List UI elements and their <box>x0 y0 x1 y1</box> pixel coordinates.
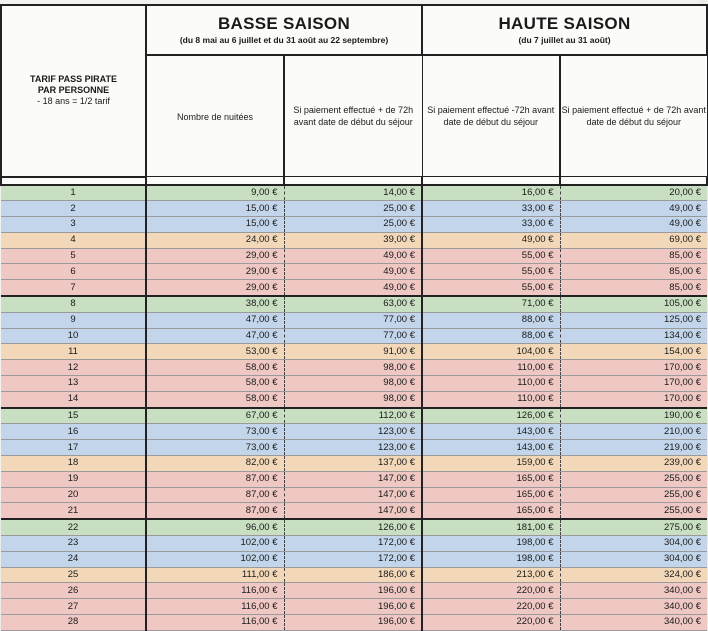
tarif-info <box>2 74 145 107</box>
basse-plus-72h-price: 29,00 € <box>146 264 284 280</box>
haute-minus-72h-price: 304,00 € <box>560 551 707 567</box>
nights-cell: 21 <box>1 503 146 519</box>
table-row <box>1 487 707 503</box>
haute-plus-72h-price: 220,00 € <box>422 615 560 631</box>
basse-plus-72h-price: 82,00 € <box>146 456 284 472</box>
basse-saison-header <box>146 5 422 55</box>
haute-minus-72h-price: 85,00 € <box>560 264 707 280</box>
basse-minus-72h-price: 123,00 € <box>284 440 422 456</box>
basse-minus-72h-price: 196,00 € <box>284 583 422 599</box>
table-row <box>1 376 707 392</box>
header-spacer <box>1 177 707 185</box>
nuitees-label: Nombre de nuitées <box>176 112 254 122</box>
haute-minus-72h-price: 154,00 € <box>560 344 707 360</box>
haute-minus-72h-price: 49,00 € <box>560 201 707 217</box>
basse-minus-72h-price: 186,00 € <box>284 567 422 583</box>
haute-minus-72h-price: 255,00 € <box>560 487 707 503</box>
nights-cell: 6 <box>1 264 146 280</box>
haute-plus-72h-price: 143,00 € <box>422 424 560 440</box>
haute-plus-72h-price: 71,00 € <box>422 296 560 312</box>
nights-cell: 16 <box>1 424 146 440</box>
table-row <box>1 551 707 567</box>
basse-plus-72h-price: 111,00 € <box>146 567 284 583</box>
nights-cell: 12 <box>1 360 146 376</box>
nights-cell: 18 <box>1 456 146 472</box>
nights-cell: 10 <box>1 328 146 344</box>
basse-plus-72h-price: 116,00 € <box>146 583 284 599</box>
basse-minus-72h-price: 123,00 € <box>284 424 422 440</box>
haute-minus-72h-price: 20,00 € <box>560 185 707 201</box>
basse-plus-72h-price: 15,00 € <box>146 217 284 233</box>
haute-saison-title: HAUTE SAISON <box>498 14 631 33</box>
table-row <box>1 264 707 280</box>
basse-plus-72h-price: 58,00 € <box>146 376 284 392</box>
basse-plus-72h-price: 53,00 € <box>146 344 284 360</box>
basse-plus-72h-price: 15,00 € <box>146 201 284 217</box>
basse-plus-72h-price: 87,00 € <box>146 487 284 503</box>
haute-plus-72h-price: 104,00 € <box>422 344 560 360</box>
haute-minus-72h-price: 49,00 € <box>560 217 707 233</box>
table-row <box>1 185 707 201</box>
haute-plus-72h-price: 88,00 € <box>422 312 560 328</box>
table-row <box>1 440 707 456</box>
haute-plus-72h-price: 220,00 € <box>422 599 560 615</box>
basse-minus-72h-price: 91,00 € <box>284 344 422 360</box>
table-row <box>1 217 707 233</box>
haute-plus-72h-price: 33,00 € <box>422 201 560 217</box>
basse-plus-72h-price: 67,00 € <box>146 408 284 424</box>
basse-minus-72h-price: 147,00 € <box>284 487 422 503</box>
haute-plus-72h-price: 110,00 € <box>422 376 560 392</box>
haute-plus-72h-price: 88,00 € <box>422 328 560 344</box>
basse-minus-72h-price: 77,00 € <box>284 328 422 344</box>
haute-saison-dates: (du 7 juillet au 31 août) <box>518 35 611 45</box>
table-row <box>1 536 707 552</box>
haute-plus-72h-label: Si paiement effectué + de 72h avant date de début du séjour <box>561 105 706 127</box>
basse-plus-72h-price: 87,00 € <box>146 503 284 519</box>
haute-minus-72h-price: 134,00 € <box>560 328 707 344</box>
basse-minus-72h-price: 172,00 € <box>284 536 422 552</box>
nights-cell: 27 <box>1 599 146 615</box>
haute-minus-72h-price: 340,00 € <box>560 583 707 599</box>
haute-minus-72h-price: 170,00 € <box>560 376 707 392</box>
basse-plus-72h-price: 96,00 € <box>146 519 284 535</box>
haute-plus-72h-price: 165,00 € <box>422 471 560 487</box>
basse-minus-72h-price: 98,00 € <box>284 391 422 407</box>
basse-plus-72h-price: 38,00 € <box>146 296 284 312</box>
haute-minus-72h-price: 304,00 € <box>560 536 707 552</box>
basse-plus-72h-price: 73,00 € <box>146 424 284 440</box>
haute-minus-72h-price: 340,00 € <box>560 615 707 631</box>
table-row <box>1 408 707 424</box>
basse-minus-72h-price: 49,00 € <box>284 264 422 280</box>
basse-minus-72h-price: 25,00 € <box>284 201 422 217</box>
nights-cell: 17 <box>1 440 146 456</box>
basse-minus-72h-price: 147,00 € <box>284 471 422 487</box>
basse-plus-72h-price: 29,00 € <box>146 280 284 296</box>
tarif-per-person: PAR PERSONNE <box>37 85 110 96</box>
basse-saison-dates: (du 8 mai au 6 juillet et du 31 août au 22 septembre) <box>179 35 389 45</box>
haute-minus-72h-price: 105,00 € <box>560 296 707 312</box>
table-row <box>1 344 707 360</box>
nights-cell: 9 <box>1 312 146 328</box>
haute-plus-72h-price: 159,00 € <box>422 456 560 472</box>
table-row <box>1 424 707 440</box>
haute-minus-72h-price: 275,00 € <box>560 519 707 535</box>
haute-plus-72h-price: 220,00 € <box>422 583 560 599</box>
basse-plus-72h-price: 116,00 € <box>146 599 284 615</box>
nights-cell: 23 <box>1 536 146 552</box>
basse-minus-72h-price: 39,00 € <box>284 232 422 248</box>
basse-minus-72h-price: 196,00 € <box>284 599 422 615</box>
basse-minus-72h-price: 147,00 € <box>284 503 422 519</box>
haute-plus-72h-price: 165,00 € <box>422 503 560 519</box>
nights-cell: 26 <box>1 583 146 599</box>
haute-plus-72h-price: 198,00 € <box>422 551 560 567</box>
basse-minus-72h-price: 112,00 € <box>284 408 422 424</box>
haute-minus-72h-price: 69,00 € <box>560 232 707 248</box>
haute-plus-72h-price: 181,00 € <box>422 519 560 535</box>
nights-cell: 3 <box>1 217 146 233</box>
nights-cell: 5 <box>1 248 146 264</box>
table-row <box>1 328 707 344</box>
basse-plus-72h-price: 116,00 € <box>146 615 284 631</box>
table-row <box>1 280 707 296</box>
table-row <box>1 567 707 583</box>
haute-minus-72h-price: 190,00 € <box>560 408 707 424</box>
table-row <box>1 391 707 407</box>
basse-plus-72h-price: 102,00 € <box>146 536 284 552</box>
haute-minus-72h-price: 324,00 € <box>560 567 707 583</box>
nights-cell: 7 <box>1 280 146 296</box>
nights-cell: 20 <box>1 487 146 503</box>
haute-plus-72h-price: 33,00 € <box>422 217 560 233</box>
basse-plus-72h-label: Si paiement effectué + de 72h avant date de début du séjour <box>293 105 414 127</box>
nights-cell: 4 <box>1 232 146 248</box>
haute-plus-72h-price: 198,00 € <box>422 536 560 552</box>
basse-plus-72h-price: 73,00 € <box>146 440 284 456</box>
nights-cell: 24 <box>1 551 146 567</box>
basse-minus-72h-price: 63,00 € <box>284 296 422 312</box>
basse-minus-72h-price: 25,00 € <box>284 217 422 233</box>
haute-minus-72h-price: 85,00 € <box>560 248 707 264</box>
haute-minus-72h-price: 125,00 € <box>560 312 707 328</box>
basse-saison-title: BASSE SAISON <box>217 14 351 33</box>
tarif-minors-note: - 18 ans = 1/2 tarif <box>37 96 110 107</box>
nights-cell: 19 <box>1 471 146 487</box>
haute-plus-72h-price: 16,00 € <box>422 185 560 201</box>
haute-minus-72h-price: 255,00 € <box>560 503 707 519</box>
haute-minus-72h-price: 210,00 € <box>560 424 707 440</box>
table-row <box>1 232 707 248</box>
basse-plus-72h-price: 58,00 € <box>146 360 284 376</box>
haute-plus-72h-price: 55,00 € <box>422 280 560 296</box>
nuitees-header <box>146 55 284 177</box>
haute-plus-72h-header <box>560 55 707 177</box>
basse-minus-72h-price: 49,00 € <box>284 280 422 296</box>
haute-minus-72h-price: 340,00 € <box>560 599 707 615</box>
table-row <box>1 360 707 376</box>
table-row <box>1 201 707 217</box>
basse-plus-72h-price: 87,00 € <box>146 471 284 487</box>
nights-cell: 28 <box>1 615 146 631</box>
haute-plus-72h-price: 55,00 € <box>422 264 560 280</box>
table-row <box>1 599 707 615</box>
haute-minus-72h-price: 85,00 € <box>560 280 707 296</box>
basse-minus-72h-price: 49,00 € <box>284 248 422 264</box>
haute-plus-72h-price: 110,00 € <box>422 360 560 376</box>
haute-saison-header <box>422 5 707 55</box>
basse-minus-72h-price: 14,00 € <box>284 185 422 201</box>
table-row <box>1 312 707 328</box>
basse-plus-72h-price: 102,00 € <box>146 551 284 567</box>
basse-plus-72h-price: 24,00 € <box>146 232 284 248</box>
tarif-title: TARIF PASS PIRATE <box>29 74 117 85</box>
basse-minus-72h-price: 98,00 € <box>284 376 422 392</box>
basse-minus-72h-label: Si paiement effectué -72h avant date de début du séjour <box>427 105 555 127</box>
haute-minus-72h-price: 219,00 € <box>560 440 707 456</box>
table-row <box>1 519 707 535</box>
basse-plus-72h-price: 47,00 € <box>146 312 284 328</box>
basse-minus-72h-price: 77,00 € <box>284 312 422 328</box>
nights-cell: 25 <box>1 567 146 583</box>
table-row <box>1 456 707 472</box>
table-row <box>1 503 707 519</box>
basse-plus-72h-price: 29,00 € <box>146 248 284 264</box>
table-row <box>1 471 707 487</box>
nights-cell: 15 <box>1 408 146 424</box>
tarif-info-cell <box>1 5 146 177</box>
nights-cell: 13 <box>1 376 146 392</box>
basse-plus-72h-price: 58,00 € <box>146 391 284 407</box>
nights-cell: 11 <box>1 344 146 360</box>
nights-cell: 1 <box>1 185 146 201</box>
basse-minus-72h-price: 172,00 € <box>284 551 422 567</box>
haute-minus-72h-price: 239,00 € <box>560 456 707 472</box>
haute-plus-72h-price: 126,00 € <box>422 408 560 424</box>
basse-plus-72h-header <box>284 55 422 177</box>
nights-cell: 22 <box>1 519 146 535</box>
haute-plus-72h-price: 213,00 € <box>422 567 560 583</box>
table-row <box>1 583 707 599</box>
basse-plus-72h-price: 47,00 € <box>146 328 284 344</box>
basse-minus-72h-price: 98,00 € <box>284 360 422 376</box>
basse-plus-72h-price: 9,00 € <box>146 185 284 201</box>
haute-plus-72h-price: 49,00 € <box>422 232 560 248</box>
basse-minus-72h-price: 137,00 € <box>284 456 422 472</box>
haute-plus-72h-price: 110,00 € <box>422 391 560 407</box>
header-row-seasons <box>1 5 707 55</box>
nights-cell: 14 <box>1 391 146 407</box>
table-row <box>1 248 707 264</box>
haute-minus-72h-price: 170,00 € <box>560 360 707 376</box>
basse-minus-72h-price: 126,00 € <box>284 519 422 535</box>
haute-plus-72h-price: 143,00 € <box>422 440 560 456</box>
basse-minus-72h-price: 196,00 € <box>284 615 422 631</box>
haute-plus-72h-price: 55,00 € <box>422 248 560 264</box>
nights-cell: 8 <box>1 296 146 312</box>
basse-minus-72h-header <box>422 55 560 177</box>
haute-plus-72h-price: 165,00 € <box>422 487 560 503</box>
table-row <box>1 296 707 312</box>
haute-minus-72h-price: 255,00 € <box>560 471 707 487</box>
haute-minus-72h-price: 170,00 € <box>560 391 707 407</box>
nights-cell: 2 <box>1 201 146 217</box>
table-row <box>1 615 707 631</box>
tariff-table <box>0 4 708 631</box>
